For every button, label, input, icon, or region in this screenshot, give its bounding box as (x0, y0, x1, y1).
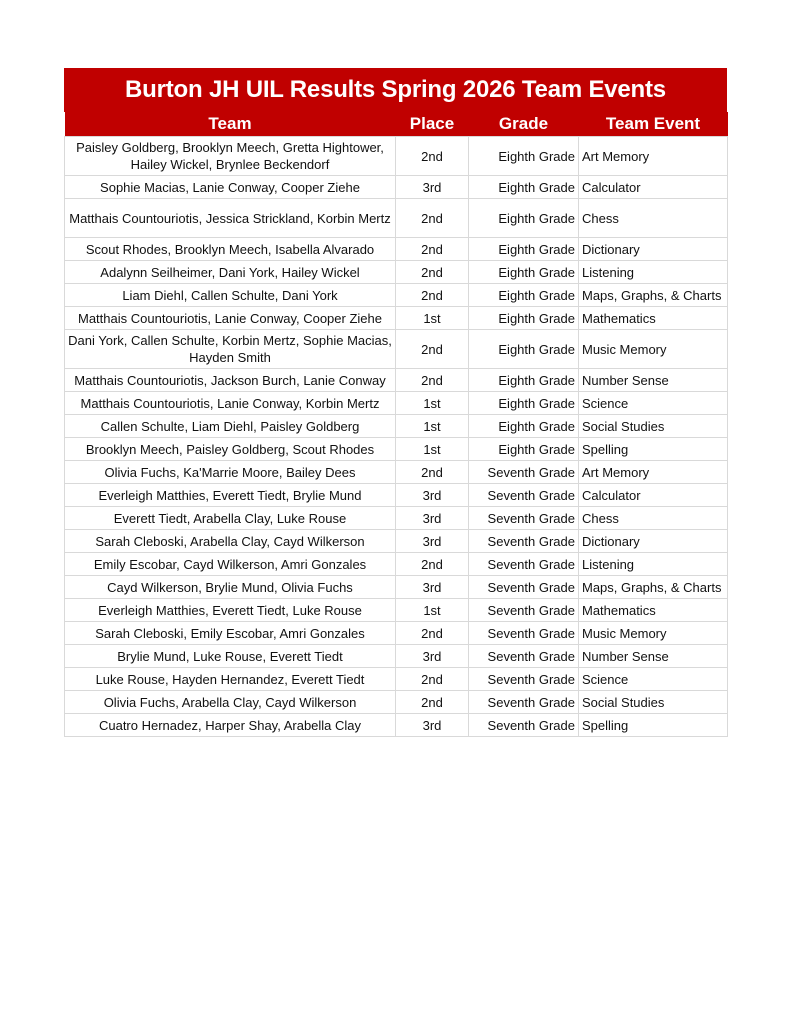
team-cell: Everleigh Matthies, Everett Tiedt, Luke Rouse (65, 599, 396, 622)
team-cell: Matthais Countouriotis, Jackson Burch, Lanie Conway (65, 369, 396, 392)
team-event-cell: Dictionary (579, 238, 728, 261)
results-table (64, 112, 728, 737)
team-cell: Scout Rhodes, Brooklyn Meech, Isabella Alvarado (65, 238, 396, 261)
team-event-cell: Calculator (579, 484, 728, 507)
grade-cell: Seventh Grade (469, 507, 579, 530)
team-cell: Brylie Mund, Luke Rouse, Everett Tiedt (65, 645, 396, 668)
place-cell: 1st (396, 438, 469, 461)
team-cell: Sarah Cleboski, Emily Escobar, Amri Gonzales (65, 622, 396, 645)
team-event-cell: Mathematics (579, 599, 728, 622)
grade-cell: Seventh Grade (469, 645, 579, 668)
table-row (65, 645, 728, 668)
team-cell: Brooklyn Meech, Paisley Goldberg, Scout Rhodes (65, 438, 396, 461)
team-event-cell: Number Sense (579, 645, 728, 668)
table-row (65, 330, 728, 369)
place-cell: 3rd (396, 507, 469, 530)
team-event-cell: Dictionary (579, 530, 728, 553)
table-row (65, 691, 728, 714)
team-event-cell: Number Sense (579, 369, 728, 392)
team-event-cell: Social Studies (579, 415, 728, 438)
grade-cell: Seventh Grade (469, 530, 579, 553)
place-cell: 3rd (396, 484, 469, 507)
grade-cell: Eighth Grade (469, 284, 579, 307)
place-cell: 3rd (396, 176, 469, 199)
place-cell: 3rd (396, 530, 469, 553)
team-cell: Cayd Wilkerson, Brylie Mund, Olivia Fuchs (65, 576, 396, 599)
table-row (65, 438, 728, 461)
table-row (65, 576, 728, 599)
table-body (65, 137, 728, 737)
grade-cell: Seventh Grade (469, 484, 579, 507)
table-row (65, 507, 728, 530)
table-row (65, 553, 728, 576)
team-event-cell: Science (579, 668, 728, 691)
team-event-cell: Music Memory (579, 330, 728, 369)
place-cell: 1st (396, 392, 469, 415)
table-row (65, 668, 728, 691)
team-event-cell: Spelling (579, 714, 728, 737)
grade-cell: Seventh Grade (469, 691, 579, 714)
place-cell: 2nd (396, 261, 469, 284)
place-cell: 1st (396, 307, 469, 330)
grade-cell: Eighth Grade (469, 369, 579, 392)
team-event-cell: Music Memory (579, 622, 728, 645)
column-header-grade: Grade (469, 112, 579, 137)
team-event-cell: Art Memory (579, 461, 728, 484)
team-event-cell: Chess (579, 507, 728, 530)
table-row (65, 137, 728, 176)
team-cell: Emily Escobar, Cayd Wilkerson, Amri Gonzales (65, 553, 396, 576)
team-cell: Matthais Countouriotis, Jessica Strickland, Korbin Mertz (65, 199, 396, 238)
grade-cell: Seventh Grade (469, 714, 579, 737)
grade-cell: Eighth Grade (469, 137, 579, 176)
team-cell: Everleigh Matthies, Everett Tiedt, Brylie Mund (65, 484, 396, 507)
place-cell: 1st (396, 415, 469, 438)
team-event-cell: Maps, Graphs, & Charts (579, 284, 728, 307)
grade-cell: Eighth Grade (469, 438, 579, 461)
team-event-cell: Listening (579, 261, 728, 284)
team-cell: Olivia Fuchs, Ka'Marrie Moore, Bailey Dees (65, 461, 396, 484)
team-event-cell: Maps, Graphs, & Charts (579, 576, 728, 599)
table-row (65, 392, 728, 415)
team-event-cell: Social Studies (579, 691, 728, 714)
table-row (65, 415, 728, 438)
table-row (65, 714, 728, 737)
table-row (65, 238, 728, 261)
table-row (65, 599, 728, 622)
team-cell: Everett Tiedt, Arabella Clay, Luke Rouse (65, 507, 396, 530)
grade-cell: Eighth Grade (469, 307, 579, 330)
team-cell: Adalynn Seilheimer, Dani York, Hailey Wickel (65, 261, 396, 284)
team-cell: Paisley Goldberg, Brooklyn Meech, Gretta Hightower, Hailey Wickel, Brynlee Beckendorf (65, 137, 396, 176)
grade-cell: Eighth Grade (469, 415, 579, 438)
table-row (65, 622, 728, 645)
grade-cell: Seventh Grade (469, 599, 579, 622)
place-cell: 2nd (396, 553, 469, 576)
team-event-cell: Chess (579, 199, 728, 238)
grade-cell: Seventh Grade (469, 622, 579, 645)
table-row (65, 284, 728, 307)
grade-cell: Seventh Grade (469, 553, 579, 576)
team-event-cell: Mathematics (579, 307, 728, 330)
place-cell: 2nd (396, 199, 469, 238)
team-cell: Liam Diehl, Callen Schulte, Dani York (65, 284, 396, 307)
team-event-cell: Listening (579, 553, 728, 576)
grade-cell: Eighth Grade (469, 330, 579, 369)
table-row (65, 530, 728, 553)
grade-cell: Eighth Grade (469, 199, 579, 238)
place-cell: 2nd (396, 691, 469, 714)
table-row (65, 176, 728, 199)
place-cell: 1st (396, 599, 469, 622)
grade-cell: Eighth Grade (469, 261, 579, 284)
place-cell: 3rd (396, 576, 469, 599)
table-row (65, 307, 728, 330)
place-cell: 2nd (396, 622, 469, 645)
column-header-place: Place (396, 112, 469, 137)
place-cell: 2nd (396, 668, 469, 691)
place-cell: 2nd (396, 330, 469, 369)
place-cell: 2nd (396, 137, 469, 176)
team-cell: Sarah Cleboski, Arabella Clay, Cayd Wilkerson (65, 530, 396, 553)
team-cell: Cuatro Hernadez, Harper Shay, Arabella Clay (65, 714, 396, 737)
results-sheet (64, 68, 727, 737)
team-event-cell: Calculator (579, 176, 728, 199)
grade-cell: Eighth Grade (469, 176, 579, 199)
place-cell: 2nd (396, 461, 469, 484)
grade-cell: Eighth Grade (469, 238, 579, 261)
table-row (65, 461, 728, 484)
place-cell: 2nd (396, 284, 469, 307)
table-row (65, 261, 728, 284)
page-title: Burton JH UIL Results Spring 2026 Team Events (64, 68, 727, 112)
table-row (65, 484, 728, 507)
place-cell: 2nd (396, 238, 469, 261)
team-event-cell: Art Memory (579, 137, 728, 176)
team-cell: Luke Rouse, Hayden Hernandez, Everett Tiedt (65, 668, 396, 691)
place-cell: 3rd (396, 645, 469, 668)
grade-cell: Seventh Grade (469, 461, 579, 484)
team-cell: Matthais Countouriotis, Lanie Conway, Korbin Mertz (65, 392, 396, 415)
table-row (65, 199, 728, 238)
column-header-team: Team (65, 112, 396, 137)
team-event-cell: Science (579, 392, 728, 415)
place-cell: 3rd (396, 714, 469, 737)
place-cell: 2nd (396, 369, 469, 392)
team-cell: Olivia Fuchs, Arabella Clay, Cayd Wilkerson (65, 691, 396, 714)
team-cell: Matthais Countouriotis, Lanie Conway, Cooper Ziehe (65, 307, 396, 330)
team-event-cell: Spelling (579, 438, 728, 461)
table-row (65, 369, 728, 392)
grade-cell: Seventh Grade (469, 576, 579, 599)
grade-cell: Seventh Grade (469, 668, 579, 691)
team-cell: Callen Schulte, Liam Diehl, Paisley Goldberg (65, 415, 396, 438)
grade-cell: Eighth Grade (469, 392, 579, 415)
team-cell: Dani York, Callen Schulte, Korbin Mertz, Sophie Macias, Hayden Smith (65, 330, 396, 369)
team-cell: Sophie Macias, Lanie Conway, Cooper Ziehe (65, 176, 396, 199)
column-header-team-event: Team Event (579, 112, 728, 137)
table-header (65, 112, 728, 137)
